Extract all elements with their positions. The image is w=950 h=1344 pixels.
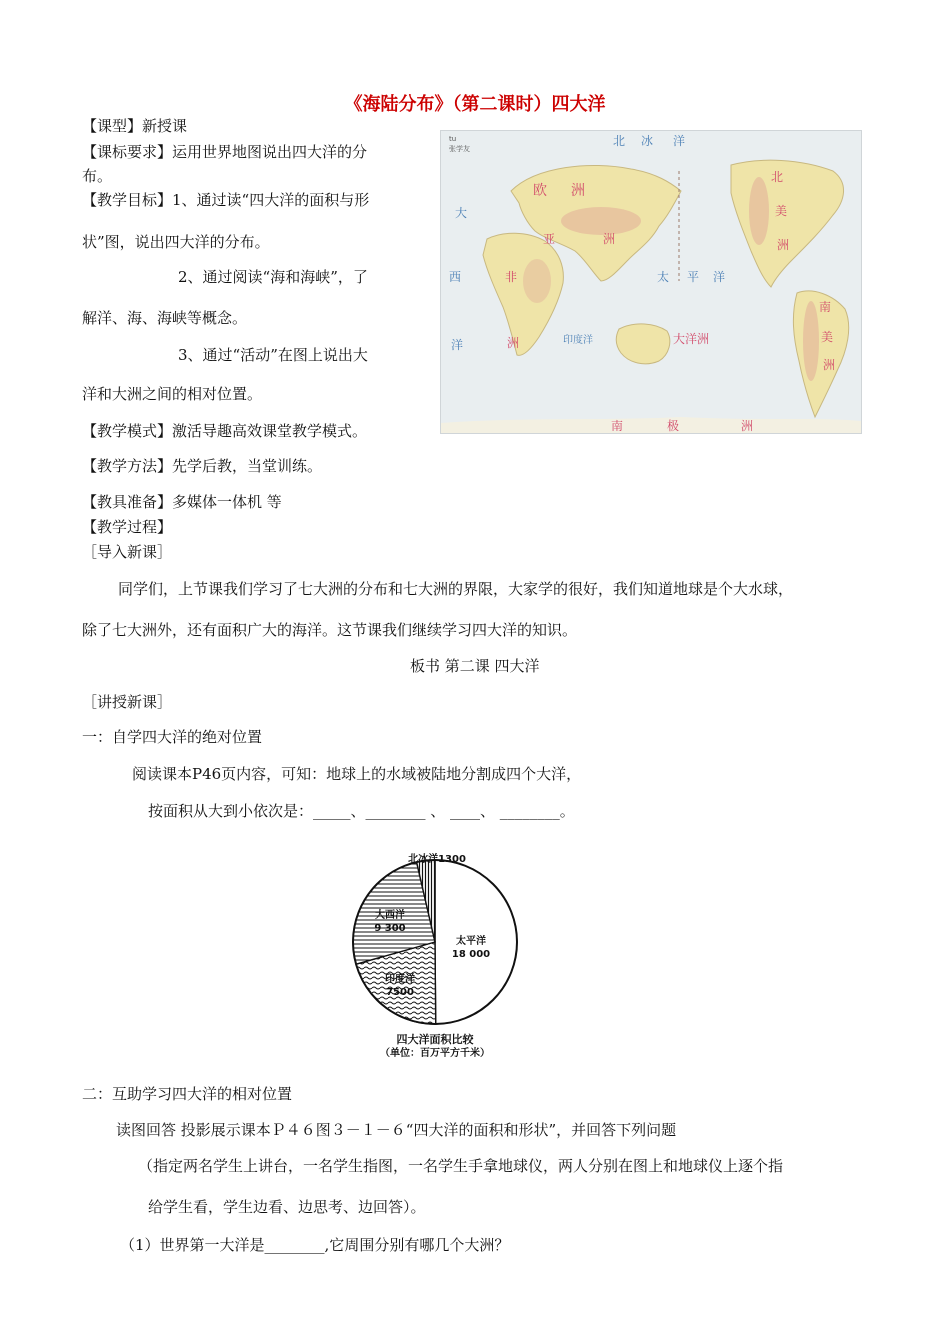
- lecture-heading: ［讲授新课］: [82, 693, 173, 711]
- atlantic-ocean-value: 9 300: [374, 923, 406, 934]
- map-label: 洲: [603, 232, 616, 246]
- world-map-picture: [440, 130, 862, 434]
- goal3-line-2: 洋和大洲之间的相对位置。: [82, 385, 263, 403]
- intro-paragraph-2: 除了七大洲外，还有面积广大的海洋。这节课我们继续学习四大洋的知识。: [82, 621, 578, 639]
- map-label: 大洋洲: [673, 332, 710, 346]
- map-relief-rockies: [749, 177, 769, 245]
- area-order-blanks: 按面积从大到小依次是：_____、________ 、 ____、 ________。: [148, 802, 575, 820]
- course-type: 【课型】新授课: [82, 117, 188, 135]
- read-instruction-2: 读图回答 投影展示课本Ｐ４６图３－１－６“四大洋的面积和形状”，并回答下列问题: [116, 1121, 677, 1139]
- teaching-method: 【教学方法】先学后教，当堂训练。: [82, 457, 323, 475]
- map-label: 洲: [507, 336, 520, 350]
- map-label: 美: [821, 330, 834, 344]
- goal2-line-1: 2、通过阅读“海和海峡”，了: [178, 268, 368, 286]
- arctic-ocean-label: 北冰洋1300: [408, 854, 466, 865]
- standard-line-1: 【课标要求】运用世界地图说出四大洋的分: [82, 143, 368, 161]
- map-label: 洋: [673, 134, 686, 148]
- pacific-ocean-label: 太平洋: [456, 936, 486, 947]
- map-label: 洲: [741, 419, 754, 433]
- goal1-line-2: 状”图，说出四大洋的分布。: [82, 233, 270, 251]
- map-label: 洋: [713, 270, 726, 284]
- map-label: 南: [611, 419, 624, 433]
- teaching-process: 【教学过程】: [82, 518, 173, 536]
- goal1-line-1: 【教学目标】1、通过读“四大洋的面积与形: [82, 191, 370, 209]
- map-corner-note: tu: [449, 135, 457, 143]
- teaching-tools: 【教具准备】多媒体一体机 等: [82, 493, 282, 511]
- indian-ocean-label: 印度洋: [385, 974, 415, 985]
- intro-paragraph-1: 同学们，上节课我们学习了七大洲的分布和七大洲的界限，大家学的很好，我们知道地球是个大水球，: [118, 580, 794, 598]
- map-label: 南: [819, 300, 832, 314]
- map-label: 西: [449, 270, 462, 284]
- atlantic-ocean-label: 大西洋: [375, 910, 405, 921]
- map-label: 美: [775, 204, 788, 218]
- map-label: 印度洋: [563, 335, 593, 346]
- map-label: 北: [771, 170, 784, 184]
- map-label: 洲: [823, 358, 836, 372]
- question-1: （1）世界第一大洋是________,它周围分别有哪几个大洲？: [120, 1236, 510, 1254]
- indian-ocean-value: 7500: [386, 987, 414, 998]
- map-corner-note-2: 张学友: [449, 145, 470, 153]
- map-relief-asia: [561, 207, 641, 235]
- map-label: 大: [455, 206, 468, 220]
- goal3-line-1: 3、通过“活动”在图上说出大: [178, 346, 368, 364]
- activity-note-2: 给学生看，学生边看、边思考、边回答）。: [148, 1198, 426, 1216]
- pie-chart-title: 四大洋面积比较: [396, 1033, 474, 1046]
- activity-note-1: （指定两名学生上讲台，一名学生指图，一名学生手拿地球仪，两人分别在图上和地球仪上逐个指: [138, 1157, 784, 1175]
- section-1-heading: 一：自学四大洋的绝对位置: [82, 728, 263, 746]
- map-label: 非: [505, 270, 518, 284]
- standard-line-2: 布。: [82, 167, 113, 185]
- map-label: 太: [657, 270, 670, 284]
- map-label: 亚: [543, 232, 556, 246]
- map-label: 平: [687, 270, 700, 284]
- world-map-drawing: [441, 131, 861, 433]
- map-relief-africa: [523, 259, 551, 303]
- goal2-line-2: 解洋、海、海峡等概念。: [82, 309, 248, 327]
- map-label: 极: [667, 419, 680, 433]
- pie-chart-subtitle: （单位：百万平方千米）: [380, 1048, 490, 1059]
- page-title: 《海陆分布》（第二课时）四大洋: [344, 94, 606, 115]
- map-label: 冰: [641, 134, 654, 148]
- map-relief-andes: [803, 301, 819, 381]
- pacific-ocean-value: 18 000: [451, 949, 491, 960]
- map-label: 洋: [451, 338, 464, 352]
- map-label: 洲: [777, 238, 790, 252]
- map-label: 欧: [533, 183, 547, 199]
- ocean-area-pie-chart: [340, 850, 530, 1070]
- teaching-mode: 【教学模式】激活导趣高效课堂教学模式。: [82, 422, 368, 440]
- section-2-heading: 二：互助学习四大洋的相对位置: [82, 1085, 293, 1103]
- board-title: 板书 第二课 四大洋: [410, 657, 540, 675]
- map-label: 洲: [571, 183, 585, 199]
- intro-heading: ［导入新课］: [82, 543, 173, 561]
- read-instruction-1: 阅读课本P46页内容，可知：地球上的水域被陆地分割成四个大洋，: [132, 765, 582, 783]
- map-label: 北: [613, 134, 626, 148]
